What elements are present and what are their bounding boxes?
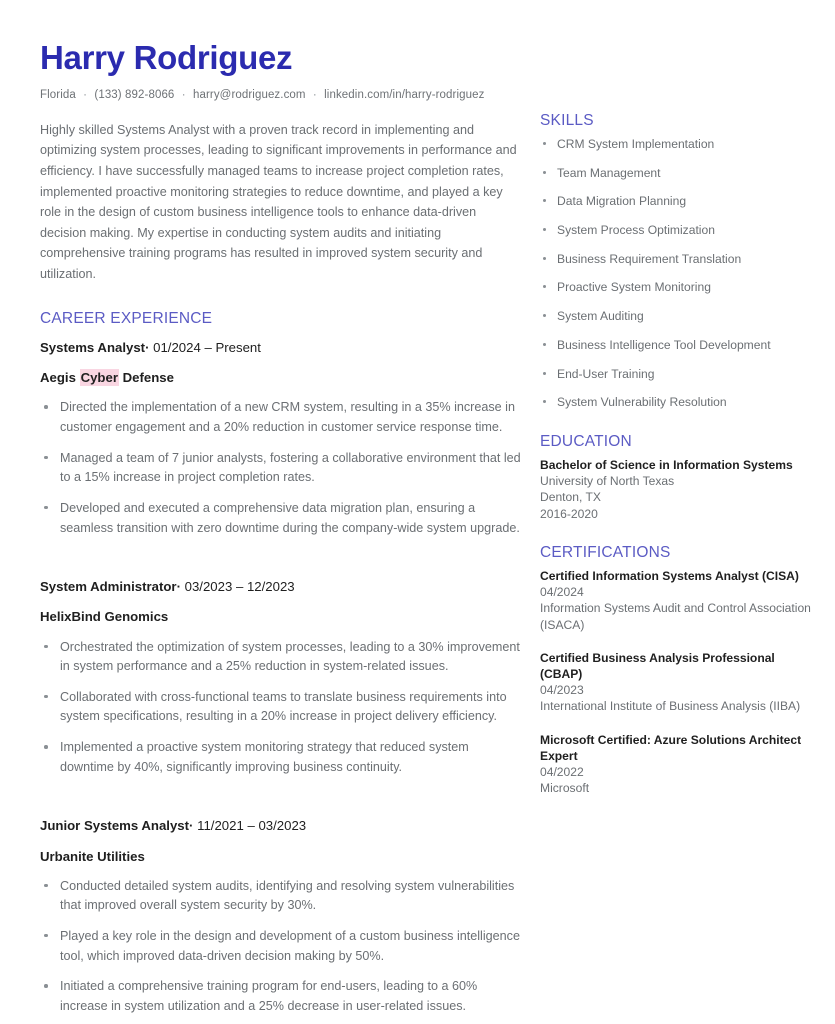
education-degree: Bachelor of Science in Information Systems bbox=[540, 457, 793, 472]
certification-issuer: Information Systems Audit and Control Association (ISACA) bbox=[540, 601, 811, 632]
contact-separator: · bbox=[181, 88, 186, 101]
skill-item: Business Intelligence Tool Development bbox=[540, 337, 812, 354]
job-company bbox=[40, 369, 524, 386]
company-name-suffix: Defense bbox=[118, 370, 174, 386]
certification-entry bbox=[540, 732, 812, 797]
job-title: System Administrator bbox=[40, 579, 177, 595]
job-bullet-list bbox=[40, 638, 524, 778]
section-heading-education: EDUCATION bbox=[540, 432, 632, 450]
spacer bbox=[40, 560, 524, 578]
job-dates: 11/2021 – 03/2023 bbox=[197, 818, 307, 834]
resume-main-column bbox=[40, 40, 532, 1024]
education-institution: University of North Texas bbox=[540, 473, 675, 488]
job-bullet: Implemented a proactive system monitoring strategy that reduced system downtime by 40%, significantly improving business continuity. bbox=[40, 738, 524, 777]
certification-name: Certified Business Analysis Professional (CBAP) bbox=[540, 650, 775, 681]
job-title: Systems Analyst bbox=[40, 340, 146, 356]
company-name-prefix: Aegis bbox=[40, 370, 80, 386]
certification-date: 04/2024 bbox=[540, 584, 584, 599]
contact-separator: · bbox=[83, 88, 88, 101]
job-separator: · bbox=[189, 818, 194, 834]
resume-sidebar-column bbox=[532, 40, 812, 1024]
job-bullet: Orchestrated the optimization of system processes, leading to a 30% improvement in system performance and a 25% reduction in system-related issues. bbox=[40, 638, 524, 677]
certification-name: Microsoft Certified: Azure Solutions Architect Expert bbox=[540, 732, 802, 763]
job-bullet-list bbox=[40, 877, 524, 1017]
section-heading-career-experience: CAREER EXPERIENCE bbox=[40, 310, 213, 328]
job-bullet: Developed and executed a comprehensive data migration plan, ensuring a seamless transition with zero downtime during the company-wide system upgrade. bbox=[40, 499, 524, 538]
spacer bbox=[40, 799, 524, 817]
contact-line bbox=[40, 89, 524, 101]
skill-item: Business Requirement Translation bbox=[540, 251, 812, 268]
job-company: Urbanite Utilities bbox=[40, 848, 145, 864]
certification-date: 04/2022 bbox=[540, 764, 584, 779]
skill-item: Proactive System Monitoring bbox=[540, 279, 812, 296]
job-company: HelixBind Genomics bbox=[40, 609, 169, 625]
contact-phone: (133) 892-8066 bbox=[94, 88, 175, 101]
skill-item: System Vulnerability Resolution bbox=[540, 394, 812, 411]
skills-list bbox=[540, 136, 812, 411]
skill-item: End-User Training bbox=[540, 366, 812, 383]
experience-entry bbox=[40, 817, 524, 1016]
certification-issuer: Microsoft bbox=[540, 781, 590, 796]
company-name-highlight: Cyber bbox=[80, 370, 118, 386]
skill-item: System Process Optimization bbox=[540, 222, 812, 239]
experience-entry bbox=[40, 339, 524, 538]
certification-date: 04/2023 bbox=[540, 683, 584, 698]
contact-email[interactable]: harry@rodriguez.com bbox=[192, 88, 306, 101]
skill-item: Data Migration Planning bbox=[540, 193, 812, 210]
skill-item: Team Management bbox=[540, 165, 812, 182]
contact-location: Florida bbox=[40, 88, 76, 101]
certification-entry bbox=[540, 650, 812, 715]
job-title-line bbox=[40, 578, 524, 595]
job-title-line bbox=[40, 817, 524, 834]
contact-linkedin[interactable]: linkedin.com/in/harry-rodriguez bbox=[324, 88, 485, 101]
job-dates: 03/2023 – 12/2023 bbox=[184, 579, 295, 595]
education-dates: 2016-2020 bbox=[540, 506, 598, 521]
job-separator: · bbox=[145, 340, 150, 356]
section-heading-skills: SKILLS bbox=[540, 112, 594, 129]
job-title-line bbox=[40, 339, 524, 356]
certification-name: Certified Information Systems Analyst (CISA) bbox=[540, 568, 799, 583]
job-title: Junior Systems Analyst bbox=[40, 818, 190, 834]
education-location: Denton, TX bbox=[540, 490, 601, 505]
job-bullet: Conducted detailed system audits, identifying and resolving system vulnerabilities that improved overall system security by 30%. bbox=[40, 877, 524, 916]
candidate-name: Harry Rodriguez bbox=[40, 39, 293, 76]
certification-issuer: International Institute of Business Analysis (IIBA) bbox=[540, 699, 801, 714]
job-bullet: Collaborated with cross-functional teams to translate business requirements into system specifications, resulting in a 20% increase in project delivery efficiency. bbox=[40, 688, 524, 727]
job-bullet: Initiated a comprehensive training program for end-users, leading to a 60% increase in system utilization and a 25% decrease in user-related issues. bbox=[40, 977, 524, 1016]
education-entry bbox=[540, 457, 812, 522]
skill-item: CRM System Implementation bbox=[540, 136, 812, 153]
job-bullet: Managed a team of 7 junior analysts, fostering a collaborative environment that led to a 15% increase in project completion rates. bbox=[40, 449, 524, 488]
job-bullet-list bbox=[40, 398, 524, 538]
job-bullet: Played a key role in the design and development of a custom business intelligence tool, which improved data-driven decision making by 50%. bbox=[40, 927, 524, 966]
certification-entry bbox=[540, 568, 812, 633]
skill-item: System Auditing bbox=[540, 308, 812, 325]
contact-separator: · bbox=[312, 88, 317, 101]
job-bullet: Directed the implementation of a new CRM system, resulting in a 35% increase in customer engagement and a 20% reduction in customer service response time. bbox=[40, 398, 524, 437]
experience-entry bbox=[40, 578, 524, 777]
job-separator: · bbox=[176, 579, 181, 595]
section-heading-certifications: CERTIFICATIONS bbox=[540, 543, 671, 561]
professional-summary: Highly skilled Systems Analyst with a proven track record in implementing and optimizing system processes, leading to significant improvements in performance and efficiency. I have successfully managed teams to increase project completion rates, implemented proactive monitoring strategies to reduce downtime, and played a key role in the design of custom business intelligence tools to enhance data-driven decision making. My expertise in conducting system audits and initiating comprehensive training programs has resulted in improved system security and utilization. bbox=[40, 122, 517, 281]
job-dates: 01/2024 – Present bbox=[153, 340, 261, 356]
